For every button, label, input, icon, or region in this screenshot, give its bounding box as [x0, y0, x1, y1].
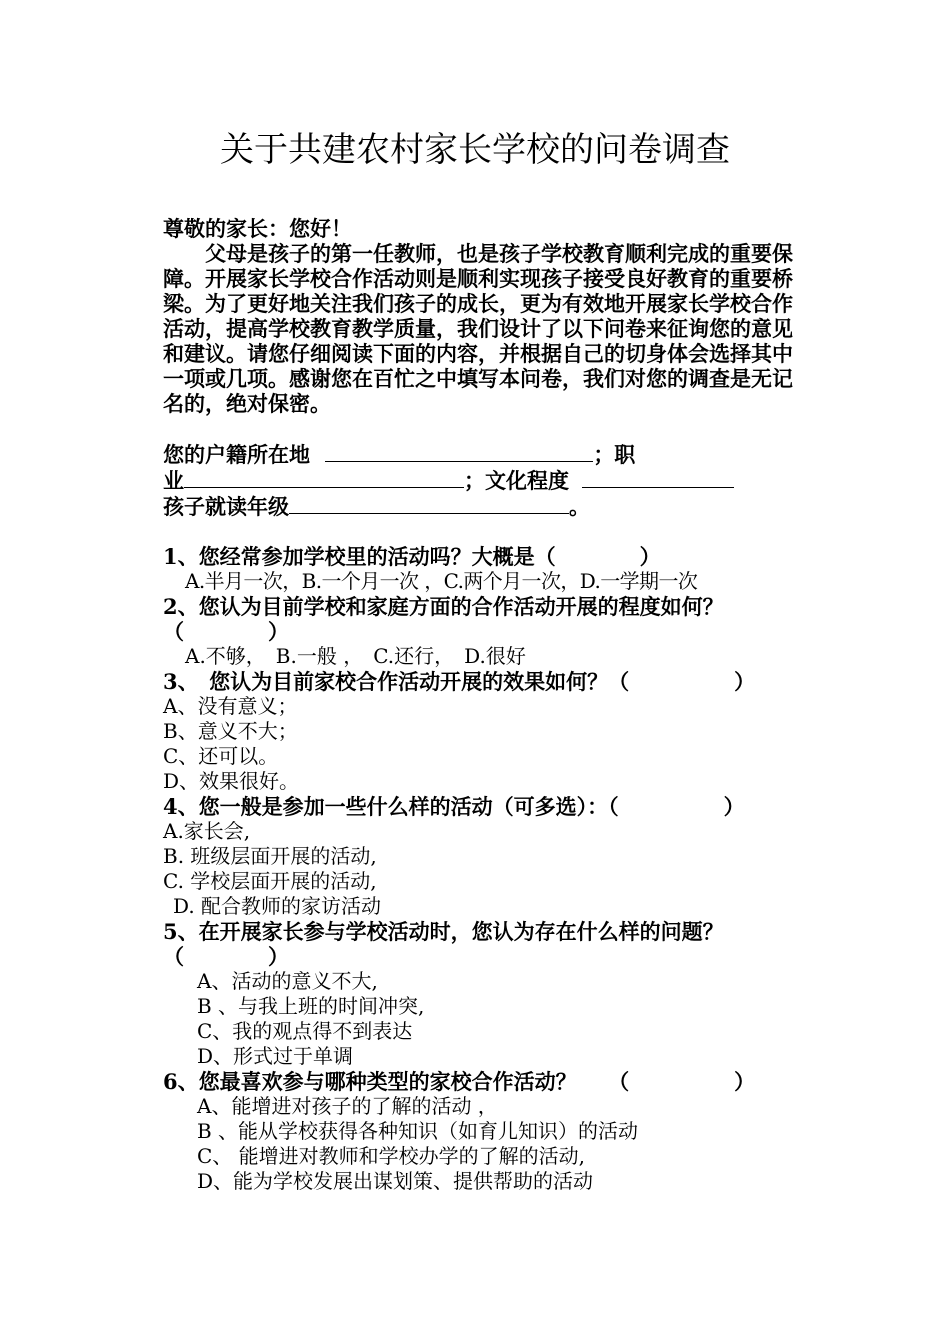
- question-6: 6、您最喜欢参与哪种类型的家校合作活动？ （ ）: [163, 1069, 756, 1094]
- job-label-start: ；职: [593, 442, 636, 467]
- question-4-option-b: B. 班级层面开展的活动,: [163, 844, 377, 868]
- question-6-option-d: D、能为学校发展出谋划策、提供帮助的活动: [197, 1169, 594, 1193]
- education-label: ；文化程度: [464, 468, 569, 493]
- page-title: 关于共建农村家长学校的问卷调查: [220, 130, 730, 170]
- residence-blank[interactable]: [325, 441, 593, 462]
- job-blank[interactable]: [184, 467, 464, 488]
- question-6-option-a: A、能增进对孩子的了解的活动 ，: [197, 1094, 498, 1118]
- question-5-option-c: C、我的观点得不到表达: [197, 1019, 413, 1043]
- question-3-option-b: B、意义不大；: [163, 719, 298, 743]
- greeting: 尊敬的家长：您好！: [163, 216, 352, 241]
- question-3: 3、 您认为目前家校合作活动开展的效果如何？（ ）: [163, 669, 756, 694]
- question-5-option-d: D、形式过于单调: [197, 1044, 354, 1068]
- info-line-1: [163, 441, 793, 467]
- question-6-option-b: B 、能从学校获得各种知识（如育儿知识）的活动: [197, 1119, 639, 1143]
- question-2-options: A.不够， B.一般 ， C.还行， D.很好: [185, 644, 526, 668]
- question-3-option-c: C、还可以。: [163, 744, 279, 768]
- grade-label: 孩子就读年级: [163, 494, 289, 519]
- info-line-2: [163, 467, 793, 493]
- info-line-3: [163, 493, 793, 519]
- question-4-option-c: C. 学校层面开展的活动,: [163, 869, 377, 893]
- education-blank[interactable]: [582, 467, 734, 488]
- question-4-option-d: D. 配合教师的家访活动: [173, 894, 382, 918]
- question-1-options: A.半月一次，B.一个月一次 ，C.两个月一次，D.一学期一次: [185, 569, 698, 593]
- info-section: [163, 441, 793, 519]
- intro-paragraph: 父母是孩子的第一任教师，也是孩子学校教育顺利完成的重要保障。开展家长学校合作活动则是顺利实现孩子接受良好教育的重要桥梁。为了更好地关注我们孩子的成长，更为有效地开展家长学校合作活动，提高学校教育教学质量，我们设计了以下问卷来征询您的意见和建议。请您仔细阅读下面的内容，并根据自己的切身体会选择其中一项或几项。感谢您在百忙之中填写本问卷，我们对您的调查是无记名的，绝对保密。: [163, 241, 793, 416]
- question-5: 5、在开展家长参与学校活动时，您认为存在什么样的问题？（ ）: [163, 919, 724, 969]
- grade-blank[interactable]: [289, 493, 569, 514]
- question-3-option-a: A、没有意义；: [163, 694, 298, 718]
- question-3-option-d: D、效果很好。: [163, 769, 300, 793]
- question-list: [163, 544, 793, 1194]
- question-5-option-a: A、活动的意义不大,: [197, 969, 378, 993]
- question-4: 4、您一般是参加一些什么样的活动（可多选）：（ ）: [163, 794, 745, 819]
- info-end: 。: [569, 494, 590, 519]
- residence-label: 您的户籍所在地: [163, 442, 310, 467]
- question-4-option-a: A.家长会,: [163, 819, 251, 843]
- document-body: [163, 216, 793, 1194]
- question-5-option-b: B 、与我上班的时间冲突,: [197, 994, 425, 1018]
- job-label-end: 业: [163, 468, 184, 493]
- question-2: 2、您认为目前学校和家庭方面的合作活动开展的程度如何？（ ）: [163, 594, 724, 644]
- question-6-option-c: C、 能增进对教师和学校办学的了解的活动,: [197, 1144, 586, 1168]
- question-1: 1、您经常参加学校里的活动吗？大概是（ ）: [163, 544, 661, 569]
